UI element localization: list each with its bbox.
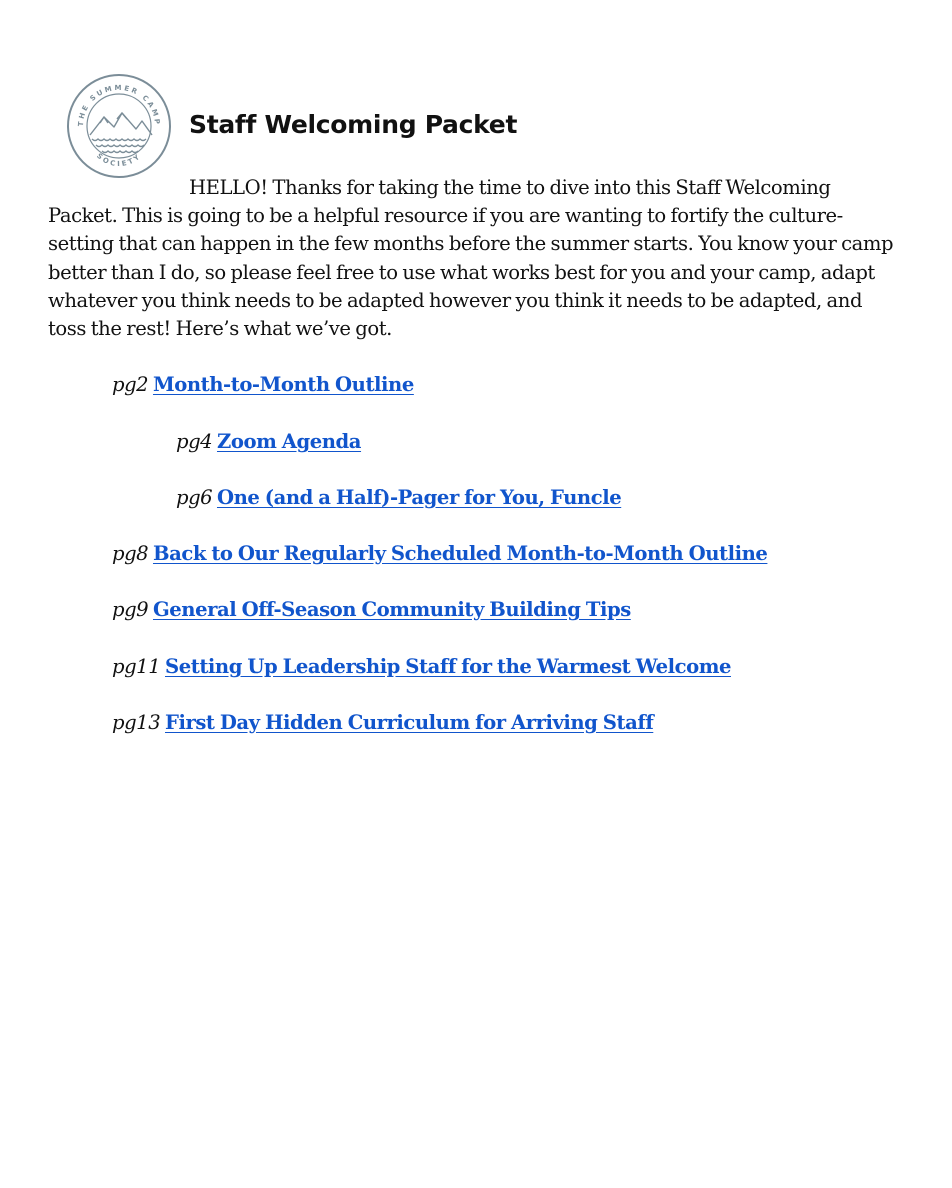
toc-entry — [112, 596, 631, 624]
toc-link-leadership-staff[interactable]: Setting Up Leadership Staff for the Warmest Welcome — [165, 655, 731, 678]
toc-link-one-and-a-half-pager[interactable]: One (and a Half)-Pager for You, Funcle — [216, 486, 622, 509]
toc-page-number: pg9 — [112, 598, 149, 621]
toc-link-first-day-curriculum[interactable]: First Day Hidden Curriculum for Arriving Staff — [165, 711, 654, 734]
toc-page-number: pg4 — [176, 430, 213, 453]
summer-camp-society-logo — [66, 73, 172, 179]
toc-entry — [112, 540, 767, 568]
logo-arc-text-top: THE SUMMER CAMP — [76, 83, 162, 127]
toc-entry — [176, 484, 621, 512]
toc-page-number: pg6 — [176, 486, 213, 509]
toc-page-number: pg2 — [112, 373, 149, 396]
toc-link-month-to-month-outline[interactable]: Month-to-Month Outline — [152, 373, 414, 396]
toc-entry — [112, 653, 731, 681]
wave-icon — [92, 139, 146, 153]
toc-entry — [112, 371, 414, 399]
page-title: Staff Welcoming Packet — [189, 110, 518, 139]
toc-link-back-to-outline[interactable]: Back to Our Regularly Scheduled Month-to-Month Outline — [152, 542, 768, 565]
svg-text:THE SUMMER CAMP — [77, 84, 161, 127]
toc-page-number: pg11 — [112, 655, 161, 678]
toc-page-number: pg8 — [112, 542, 149, 565]
mountain-icon — [90, 113, 152, 135]
logo-arc-text-bottom: SOCIETY — [95, 151, 143, 169]
intro-paragraph: HELLO! Thanks for taking the time to dive into this Staff Welcoming Packet. This is going to be a helpful resource if you are wanting to fortify the culture-setting that can happen in the few months before the summer starts. You know your camp better than I do, so please feel free to use what works best for you and your camp, adapt whatever you think needs to be adapted however you think it needs to be adapted, and toss the rest! Here’s what we’ve got. — [48, 176, 894, 341]
toc-entry — [176, 428, 361, 456]
toc-entry — [112, 709, 653, 737]
svg-text:SOCIETY — [95, 152, 143, 168]
toc-page-number: pg13 — [112, 711, 161, 734]
toc-link-zoom-agenda[interactable]: Zoom Agenda — [216, 430, 362, 453]
toc-link-community-building-tips[interactable]: General Off-Season Community Building Tips — [152, 598, 631, 621]
